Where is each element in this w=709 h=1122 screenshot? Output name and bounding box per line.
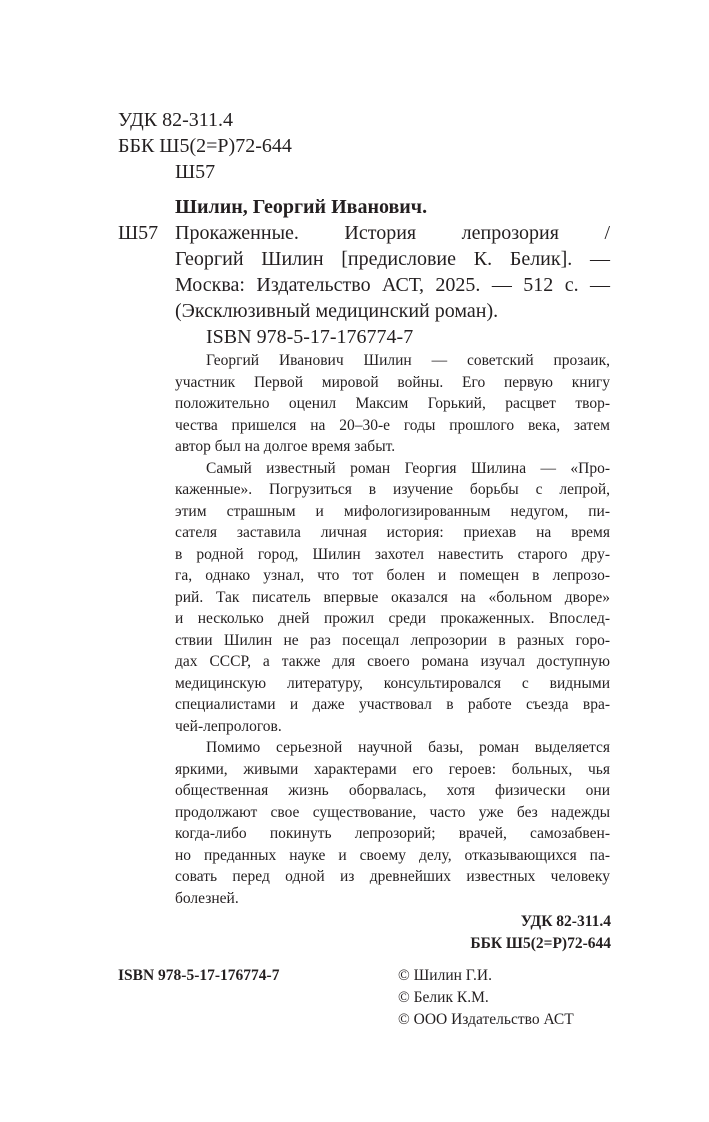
- annotation-line: совать перед одной из древнейших известных человеку: [175, 868, 610, 885]
- annotation-line: но преданных науке и своему делу, отказывающихся па-: [175, 846, 610, 864]
- annotation-line: га, однако узнал, что тот болен и помещен в лепрозо-: [175, 567, 610, 584]
- entry-line: (Эксклюзивный медицинский роман).: [175, 300, 499, 322]
- annotation-line: медицинскую литературу, консультировался с видными: [175, 674, 610, 692]
- isbn-bottom: ISBN 978-5-17-176774-7: [118, 967, 280, 984]
- annotation-line: ствии Шилин не раз посещал лепрозории в разных горо-: [175, 631, 610, 649]
- annotation-line: общественная жизнь оборвалась, хотя физически они: [175, 782, 610, 799]
- entry-line: Москва: Издательство АСТ, 2025. — 512 с. —: [175, 274, 610, 296]
- annotation-line: в родной город, Шилин захотел навестить старого дру-: [175, 545, 610, 563]
- annotation-line: автор был на долгое время забыт.: [175, 438, 396, 455]
- annotation-line: чества пришелся на 20–30-е годы прошлого века, затем: [175, 416, 610, 434]
- annotation-line: участник Первой мировой войны. Его первую книгу: [175, 373, 610, 391]
- annotation-line: когда-либо покинуть лепрозорий; врачей, самозабвен-: [175, 825, 610, 842]
- annotation-line: болезней.: [175, 889, 239, 907]
- annotation-line: Помимо серьезной научной базы, роман выделяется: [206, 739, 610, 756]
- annotation-line: этим страшным и мифологизированным недугом, пи-: [175, 502, 610, 520]
- annotation-line: специалистами и даже участвовал в работе съезда вра-: [175, 696, 610, 713]
- entry-line: Прокаженные. История лепрозория /: [175, 222, 610, 244]
- annotation-line: продолжают свое существование, часто уже без надежды: [175, 803, 610, 821]
- entry-line: Георгий Шилин [предисловие К. Белик]. —: [175, 248, 610, 270]
- annotation-line: яркими, живыми характерами его героев: больных, чья: [175, 760, 610, 778]
- copyright-line: © Белик К.М.: [398, 989, 489, 1006]
- copyright-line: © ООО Издательство АСТ: [398, 1011, 574, 1028]
- entry-isbn: ISBN 978-5-17-176774-7: [206, 326, 414, 348]
- bottom-bbk: ББК Ш5(2=Р)72-644: [470, 935, 611, 952]
- annotation-line: рий. Так писатель впервые оказался на «больном дворе»: [175, 588, 610, 606]
- annotation-line: сателя заставила личная история: приехав на время: [175, 524, 610, 541]
- annotation-line: Самый известный роман Георгия Шилина — «Про-: [206, 459, 610, 477]
- copyright-line: © Шилин Г.И.: [398, 967, 492, 984]
- annotation-line: каженные». Погрузиться в изучение борьбы с лепрой,: [175, 481, 610, 498]
- annotation-line: положительно оценил Максим Горький, расцвет твор-: [175, 395, 610, 412]
- annotation-line: и несколько дней прожил среди прокаженных. Впослед-: [175, 610, 610, 627]
- annotation-line: чей-лепрологов.: [175, 717, 282, 735]
- bbk-code: ББК Ш5(2=Р)72-644: [118, 135, 292, 157]
- entry-mark: Ш57: [118, 222, 159, 244]
- annotation-line: Георгий Иванович Шилин — советский прозаик,: [206, 352, 610, 369]
- author-mark: Ш57: [175, 161, 216, 183]
- udk-code: УДК 82-311.4: [118, 109, 234, 131]
- annotation-line: дах СССР, а также для своего романа изучал доступную: [175, 653, 610, 670]
- entry-heading: Шилин, Георгий Иванович.: [175, 196, 428, 218]
- bottom-udk: УДК 82-311.4: [520, 913, 611, 930]
